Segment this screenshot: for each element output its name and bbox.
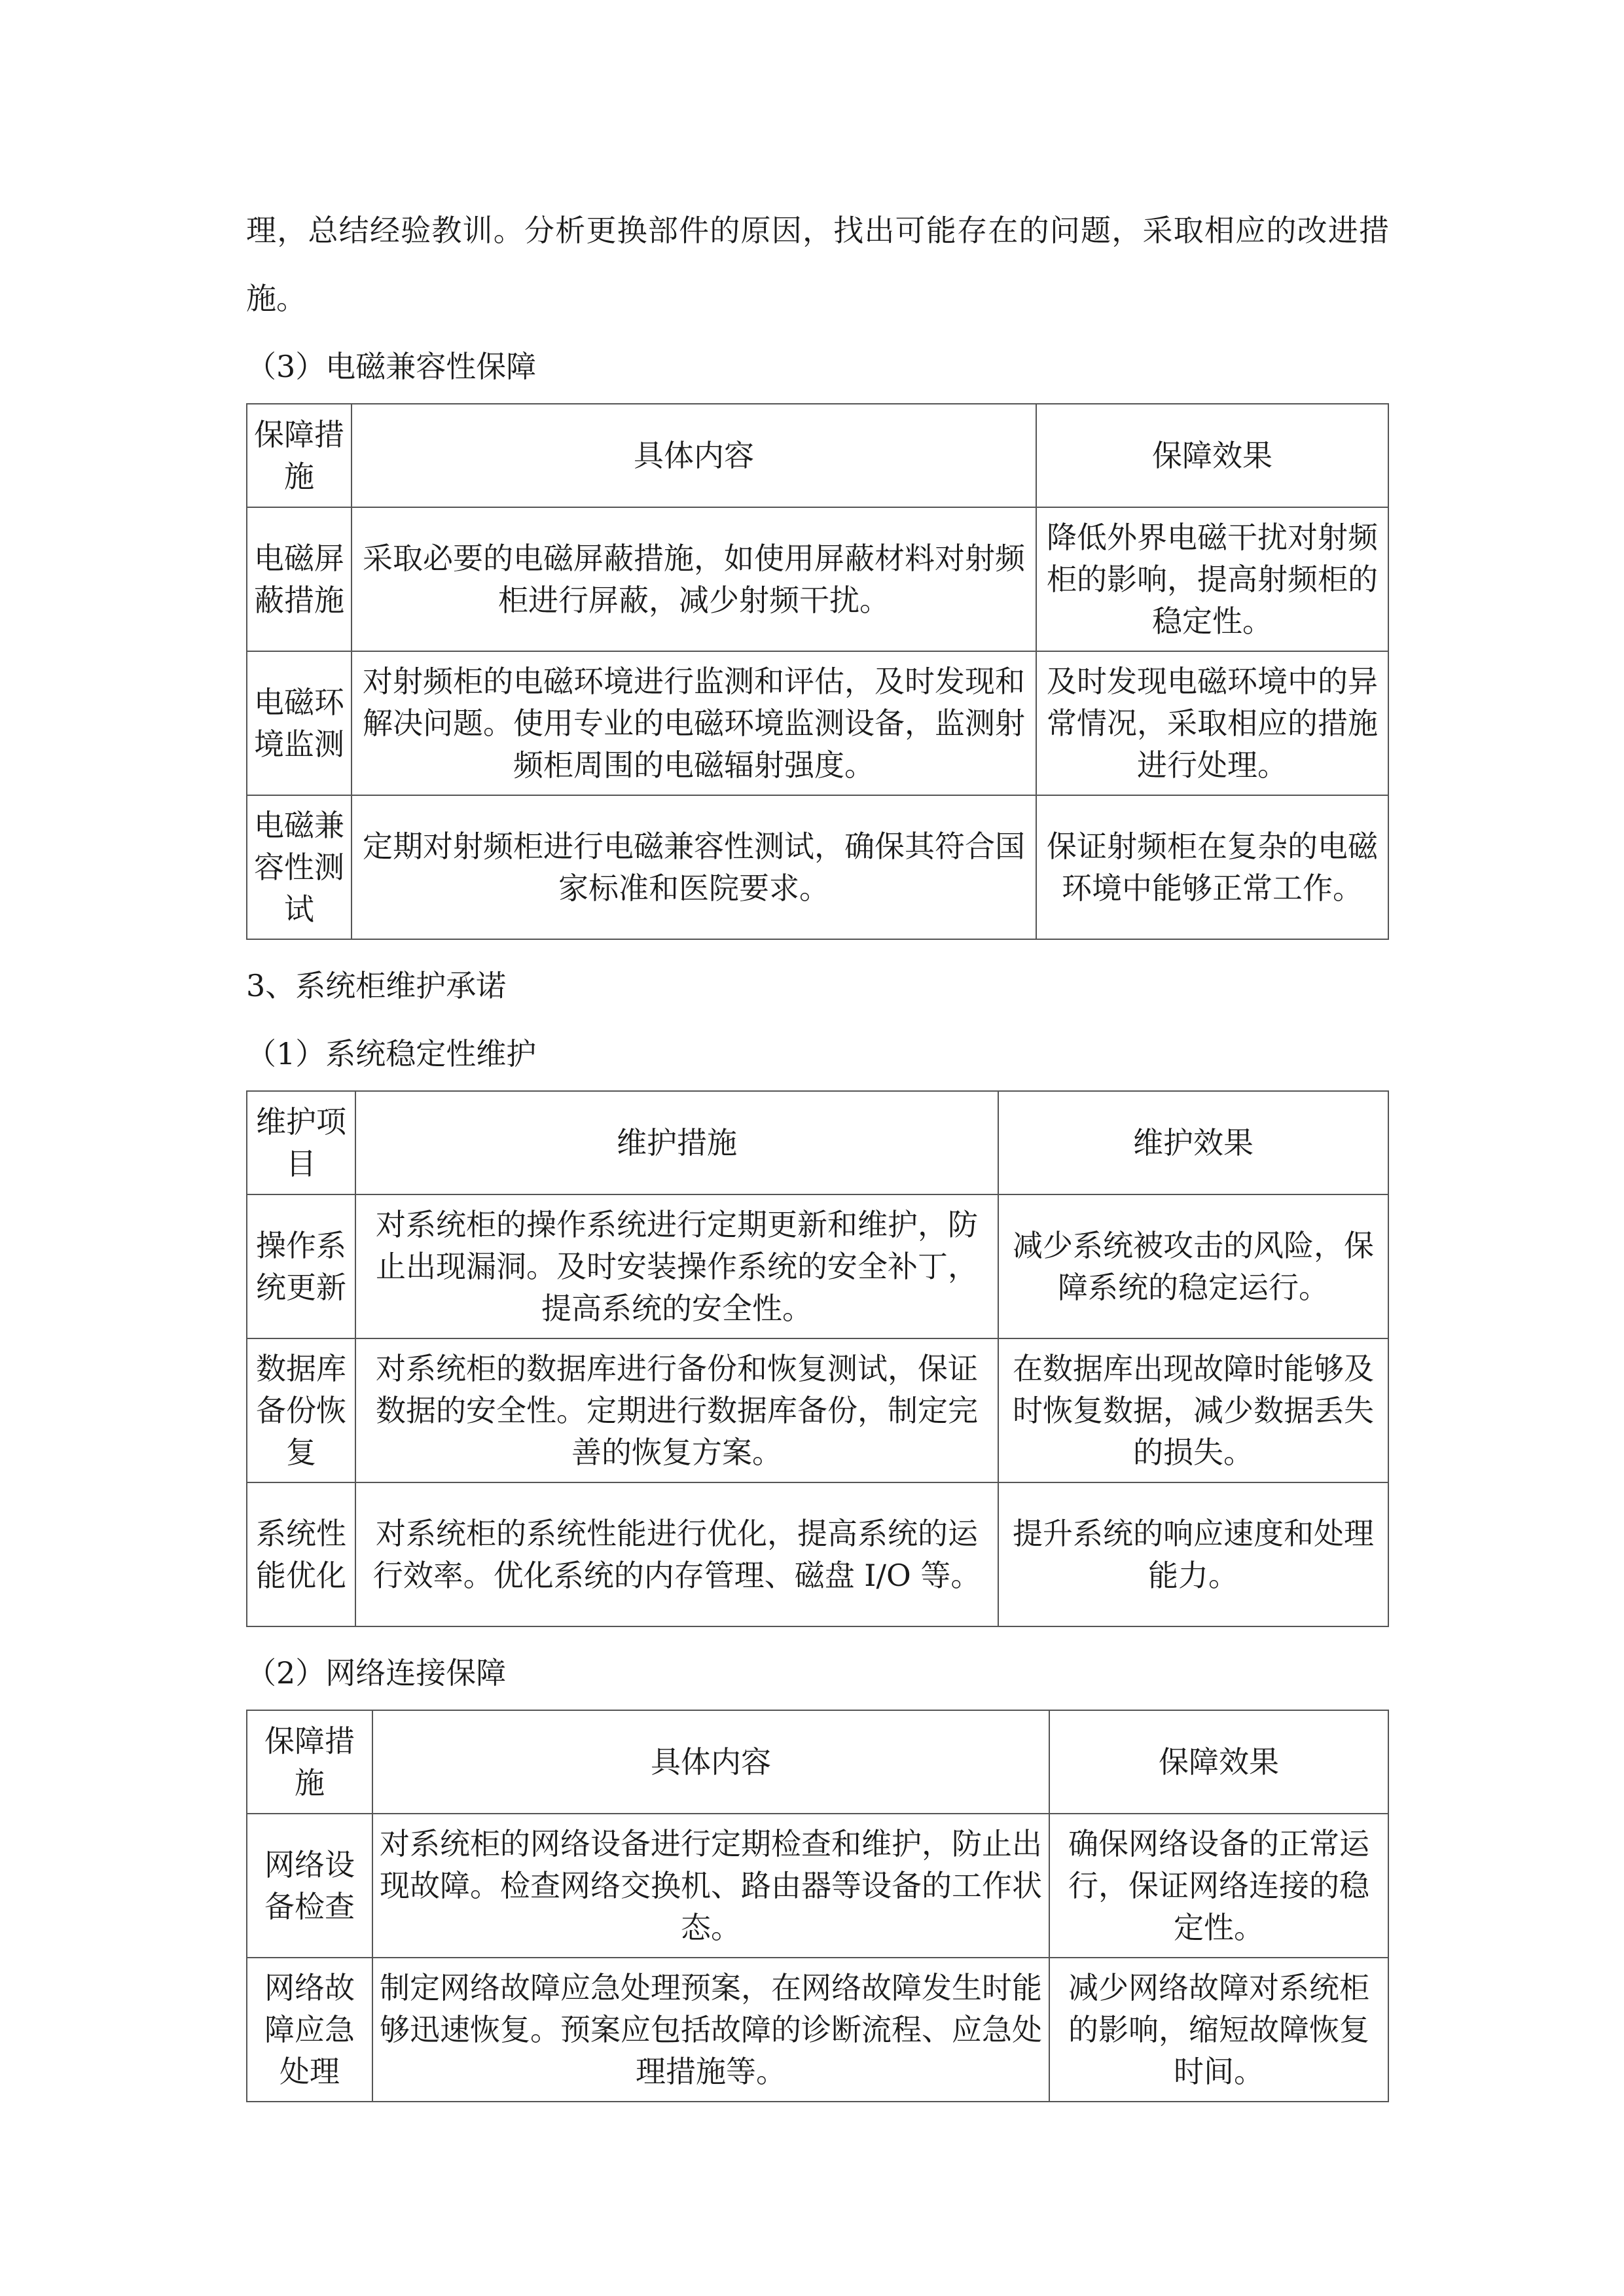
heading-system-cabinet: 3、系统柜维护承诺 xyxy=(246,968,507,1003)
table-cell: 电磁环境监测 xyxy=(247,651,352,795)
table-cell: 网络设备检查 xyxy=(247,1814,372,1958)
header-cell: 具体内容 xyxy=(352,404,1036,507)
header-cell: 保障措施 xyxy=(247,1710,372,1814)
table-row xyxy=(247,795,1388,939)
table-cell: 提升系统的响应速度和处理能力。 xyxy=(998,1482,1388,1626)
table-cell: 确保网络设备的正常运行，保证网络连接的稳定性。 xyxy=(1049,1814,1388,1958)
table-cell: 电磁兼容性测试 xyxy=(247,795,352,939)
table-cell: 减少网络故障对系统柜的影响，缩短故障恢复时间。 xyxy=(1049,1958,1388,2102)
table-cell: 对系统柜的数据库进行备份和恢复测试，保证数据的安全性。定期进行数据库备份，制定完善的恢复方案。 xyxy=(355,1338,998,1482)
table-row xyxy=(247,507,1388,651)
table-cell: 对射频柜的电磁环境进行监测和评估，及时发现和解决问题。使用专业的电磁环境监测设备，监测射频柜周围的电磁辐射强度。 xyxy=(352,651,1036,795)
table-emc xyxy=(246,403,1389,940)
table-row xyxy=(247,1338,1388,1482)
table-network xyxy=(246,1710,1389,2102)
table-cell: 及时发现电磁环境中的异常情况，采取相应的措施进行处理。 xyxy=(1036,651,1388,795)
header-cell: 维护项目 xyxy=(247,1091,355,1194)
table-row xyxy=(247,1958,1388,2102)
table-cell: 在数据库出现故障时能够及时恢复数据，减少数据丢失的损失。 xyxy=(998,1338,1388,1482)
table-cell: 保证射频柜在复杂的电磁环境中能够正常工作。 xyxy=(1036,795,1388,939)
table-cell: 制定网络故障应急处理预案，在网络故障发生时能够迅速恢复。预案应包括故障的诊断流程、应急处理措施等。 xyxy=(372,1958,1049,2102)
table-row xyxy=(247,1194,1388,1338)
header-cell: 维护效果 xyxy=(998,1091,1388,1194)
header-cell: 维护措施 xyxy=(355,1091,998,1194)
header-cell: 保障措施 xyxy=(247,404,352,507)
heading-network: （2）网络连接保障 xyxy=(246,1655,507,1691)
table-cell: 对系统柜的网络设备进行定期检查和维护，防止出现故障。检查网络交换机、路由器等设备的工作状态。 xyxy=(372,1814,1049,1958)
table-header-row xyxy=(247,1710,1388,1814)
table-cell: 网络故障应急处理 xyxy=(247,1958,372,2102)
table-cell: 减少系统被攻击的风险，保障系统的稳定运行。 xyxy=(998,1194,1388,1338)
table-row xyxy=(247,1482,1388,1626)
table-header-row xyxy=(247,1091,1388,1194)
table-cell: 系统性能优化 xyxy=(247,1482,355,1626)
header-cell: 保障效果 xyxy=(1049,1710,1388,1814)
table-cell: 定期对射频柜进行电磁兼容性测试，确保其符合国家标准和医院要求。 xyxy=(352,795,1036,939)
intro-paragraph: 理，总结经验教训。分析更换部件的原因，找出可能存在的问题，采取相应的改进措施。 xyxy=(246,213,1389,316)
table-cell: 降低外界电磁干扰对射频柜的影响，提高射频柜的稳定性。 xyxy=(1036,507,1388,651)
table-cell: 采取必要的电磁屏蔽措施，如使用屏蔽材料对射频柜进行屏蔽，减少射频干扰。 xyxy=(352,507,1036,651)
table-cell: 对系统柜的操作系统进行定期更新和维护，防止出现漏洞。及时安装操作系统的安全补丁，提高系统的安全性。 xyxy=(355,1194,998,1338)
heading-emc: （3）电磁兼容性保障 xyxy=(246,349,537,384)
table-header-row xyxy=(247,404,1388,507)
table-cell: 操作系统更新 xyxy=(247,1194,355,1338)
table-stability xyxy=(246,1090,1389,1627)
table-row xyxy=(247,651,1388,795)
table-cell: 数据库备份恢复 xyxy=(247,1338,355,1482)
table-row xyxy=(247,1814,1388,1958)
header-cell: 保障效果 xyxy=(1036,404,1388,507)
heading-stability: （1）系统稳定性维护 xyxy=(246,1036,537,1071)
table-cell: 电磁屏蔽措施 xyxy=(247,507,352,651)
document-page xyxy=(246,196,1389,2114)
table-cell: 对系统柜的系统性能进行优化，提高系统的运行效率。优化系统的内存管理、磁盘 I/O 等。 xyxy=(355,1482,998,1626)
header-cell: 具体内容 xyxy=(372,1710,1049,1814)
